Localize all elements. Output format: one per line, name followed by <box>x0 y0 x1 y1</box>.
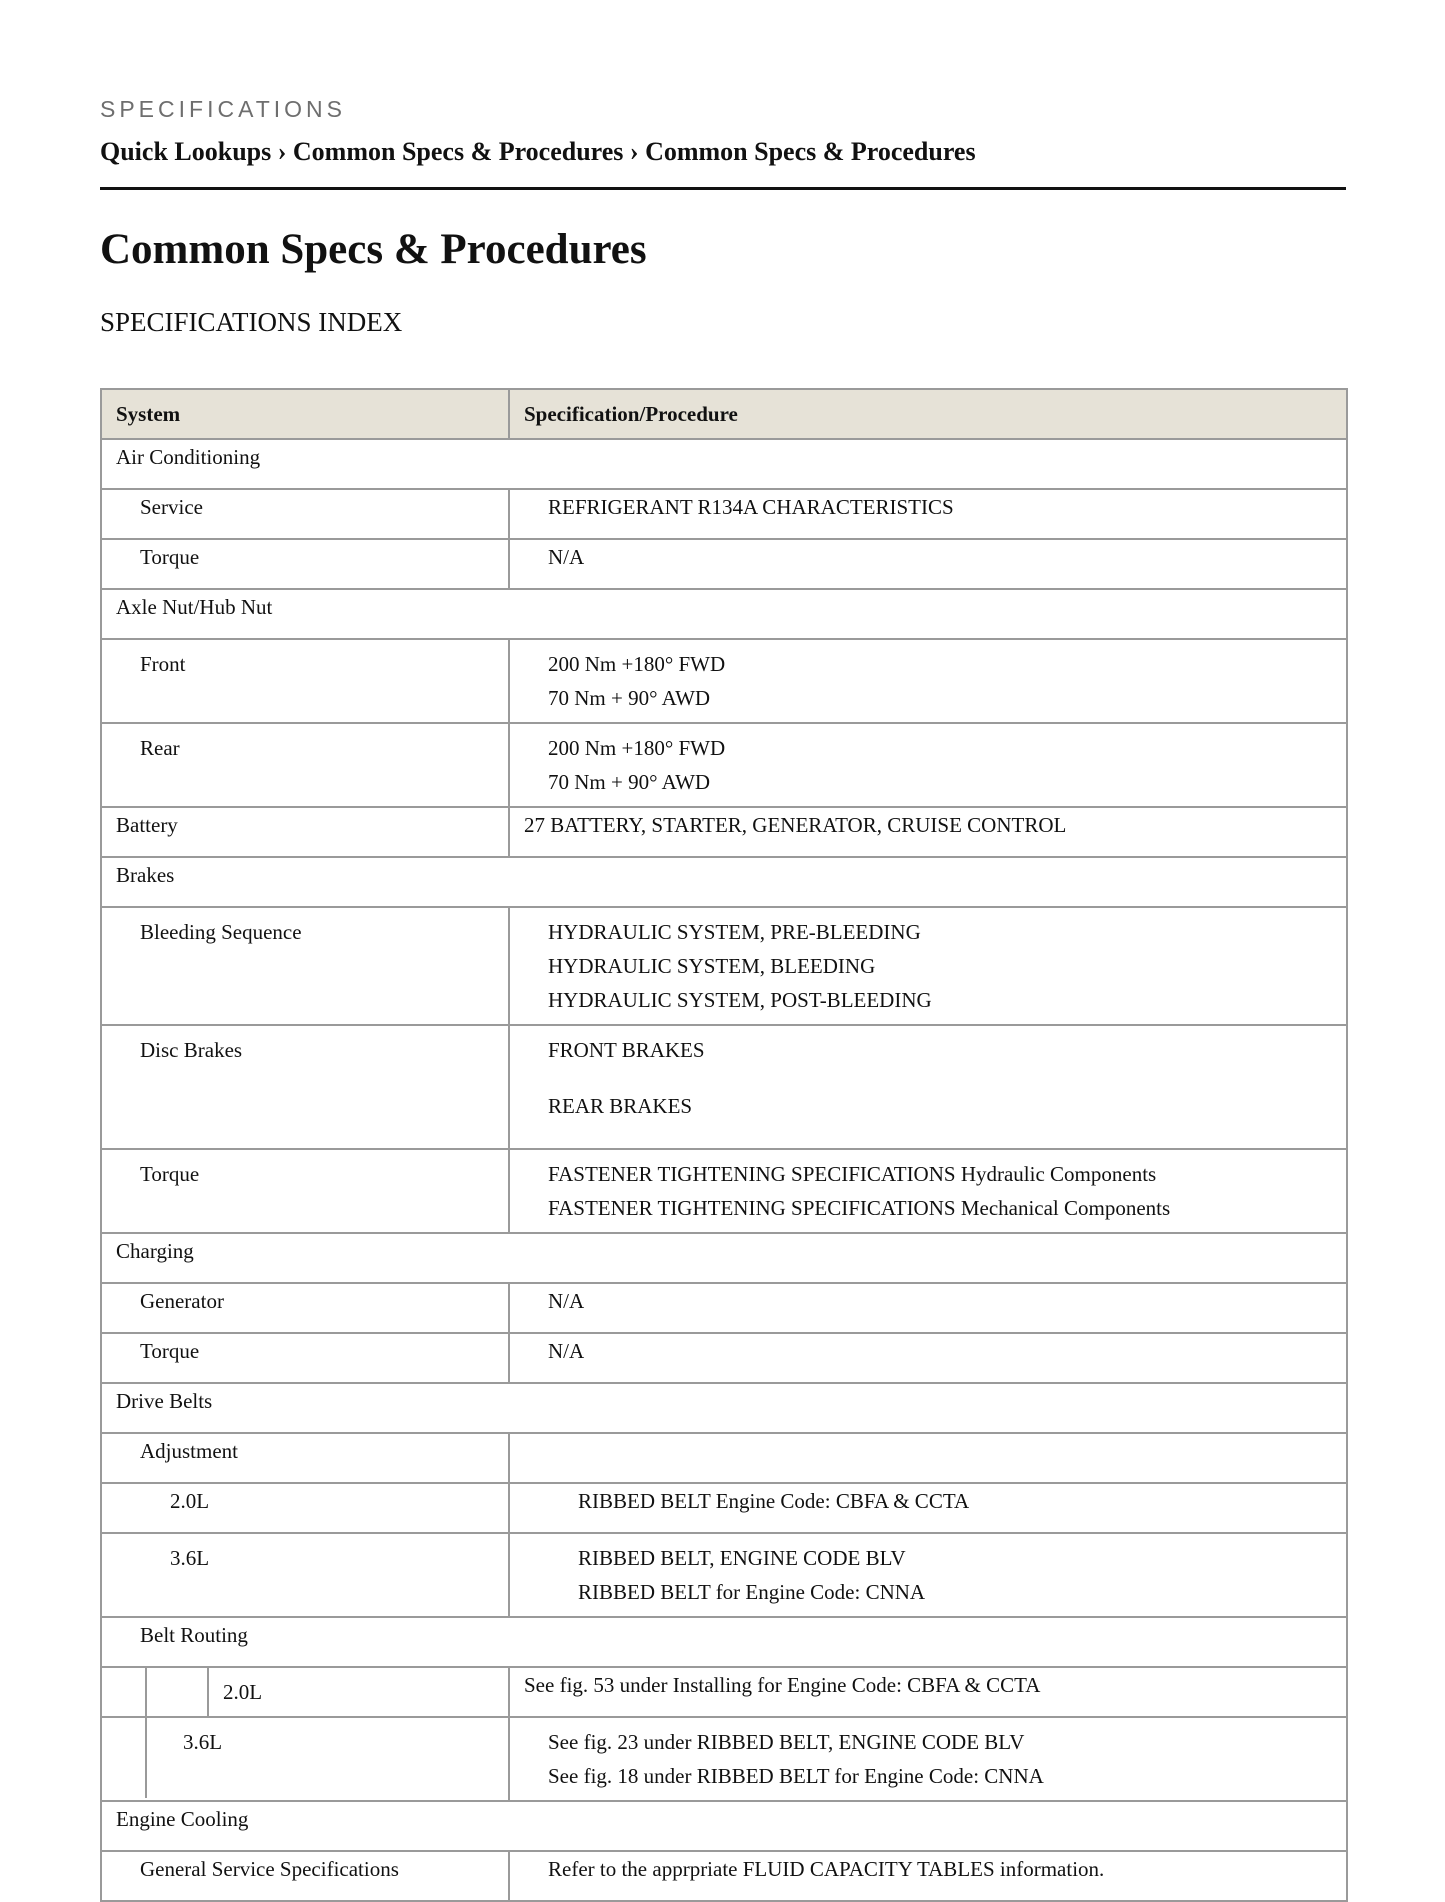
spec-link[interactable]: FRONT BRAKES <box>548 1038 705 1062</box>
spec-line: 200 Nm +180° FWD <box>548 736 726 760</box>
row-spec-empty <box>509 1433 1347 1483</box>
table-row <box>101 1233 1347 1283</box>
row-spec <box>509 1149 1347 1233</box>
row-spec-link[interactable]: RIBBED BELT Engine Code: CBFA & CCTA <box>509 1483 1347 1533</box>
section-eyebrow: SPECIFICATIONS <box>100 96 346 122</box>
table-row <box>101 1667 1347 1717</box>
page-subtitle: SPECIFICATIONS INDEX <box>100 307 403 337</box>
spec-line: See fig. 18 under RIBBED BELT for Engine Code: CNNA <box>548 1764 1044 1788</box>
row-label: General Service Specifications <box>101 1851 509 1901</box>
row-spec <box>509 1533 1347 1617</box>
table-row <box>101 907 1347 1025</box>
group-charging: Charging <box>101 1233 1347 1283</box>
spec-link[interactable]: FASTENER TIGHTENING SPECIFICATIONS Hydraulic Components <box>548 1162 1157 1186</box>
header-divider <box>100 187 1346 190</box>
row-label: Torque <box>101 1333 509 1383</box>
table-row <box>101 1851 1347 1901</box>
spec-line: 70 Nm + 90° AWD <box>548 770 711 794</box>
table-row <box>101 857 1347 907</box>
column-header-system: System <box>101 389 509 439</box>
table-row <box>101 1283 1347 1333</box>
table-row <box>101 1149 1347 1233</box>
group-axle-nut: Axle Nut/Hub Nut <box>101 589 1347 639</box>
row-spec <box>509 723 1347 807</box>
group-air-conditioning: Air Conditioning <box>101 439 1347 489</box>
table-row <box>101 807 1347 857</box>
row-label: Front <box>101 639 509 723</box>
spec-link[interactable]: HYDRAULIC SYSTEM, POST-BLEEDING <box>548 988 932 1012</box>
row-spec: N/A <box>509 539 1347 589</box>
row-spec: N/A <box>509 1333 1347 1383</box>
table-row <box>101 589 1347 639</box>
nested-label-table <box>102 1668 508 1716</box>
row-label: Disc Brakes <box>101 1025 509 1149</box>
row-label: Bleeding Sequence <box>101 907 509 1025</box>
row-label: 2.0L <box>101 1483 509 1533</box>
table-row <box>101 1717 1347 1801</box>
nested-cell <box>102 1668 146 1716</box>
row-spec: See fig. 53 under Installing for Engine Code: CBFA & CCTA <box>509 1667 1347 1717</box>
row-spec <box>509 639 1347 723</box>
table-row <box>101 1333 1347 1383</box>
spacer <box>548 1067 1332 1089</box>
spec-link[interactable]: RIBBED BELT, ENGINE CODE BLV <box>578 1546 906 1570</box>
table-row <box>101 639 1347 723</box>
spec-line: 200 Nm +180° FWD <box>548 652 726 676</box>
row-label-cell <box>101 1717 509 1801</box>
row-label: 3.6L <box>183 1730 223 1754</box>
page-title: Common Specs & Procedures <box>100 226 647 273</box>
row-label: Torque <box>101 1149 509 1233</box>
row-spec <box>509 1025 1347 1149</box>
table-row <box>101 1483 1347 1533</box>
row-label: Generator <box>101 1283 509 1333</box>
spec-line: See fig. 23 under RIBBED BELT, ENGINE CODE BLV <box>548 1730 1025 1754</box>
row-label: Rear <box>101 723 509 807</box>
spec-link[interactable]: REAR BRAKES <box>548 1094 693 1118</box>
spec-link[interactable]: FASTENER TIGHTENING SPECIFICATIONS Mechanical Components <box>548 1196 1171 1220</box>
group-engine-cooling: Engine Cooling <box>101 1801 1347 1851</box>
table-row <box>101 439 1347 489</box>
row-spec-link[interactable]: 27 BATTERY, STARTER, GENERATOR, CRUISE CONTROL <box>509 807 1347 857</box>
row-label-cell <box>101 1667 509 1717</box>
row-label: Torque <box>101 539 509 589</box>
spec-link[interactable]: RIBBED BELT for Engine Code: CNNA <box>578 1580 926 1604</box>
column-header-spec: Specification/Procedure <box>509 389 1347 439</box>
table-row <box>101 1617 1347 1667</box>
row-label: Battery <box>101 807 509 857</box>
table-row <box>101 1025 1347 1149</box>
spec-link[interactable]: HYDRAULIC SYSTEM, PRE-BLEEDING <box>548 920 921 944</box>
table-header-row <box>101 389 1347 439</box>
breadcrumb[interactable]: Quick Lookups › Common Specs & Procedures › Common Specs & Procedures <box>100 137 976 166</box>
row-label: Adjustment <box>101 1433 509 1483</box>
group-brakes: Brakes <box>101 857 1347 907</box>
table-row <box>101 1433 1347 1483</box>
table-row <box>101 1533 1347 1617</box>
subgroup-belt-routing: Belt Routing <box>101 1617 1347 1667</box>
nested-cell <box>102 1718 146 1798</box>
nested-label-table <box>102 1718 508 1798</box>
table-row <box>101 1801 1347 1851</box>
specs-index-table <box>100 388 1348 1902</box>
nested-cell <box>146 1668 208 1716</box>
row-spec-link[interactable]: REFRIGERANT R134A CHARACTERISTICS <box>509 489 1347 539</box>
row-label: 3.6L <box>101 1533 509 1617</box>
group-drive-belts: Drive Belts <box>101 1383 1347 1433</box>
spec-line: 70 Nm + 90° AWD <box>548 686 711 710</box>
row-label: Service <box>101 489 509 539</box>
table-row <box>101 539 1347 589</box>
spec-link[interactable]: HYDRAULIC SYSTEM, BLEEDING <box>548 954 876 978</box>
row-spec: N/A <box>509 1283 1347 1333</box>
row-spec <box>509 1717 1347 1801</box>
row-spec <box>509 907 1347 1025</box>
table-row <box>101 1383 1347 1433</box>
row-label: 2.0L <box>223 1680 263 1704</box>
table-row <box>101 489 1347 539</box>
row-spec: Refer to the apprpriate FLUID CAPACITY TABLES information. <box>509 1851 1347 1901</box>
table-row <box>101 723 1347 807</box>
